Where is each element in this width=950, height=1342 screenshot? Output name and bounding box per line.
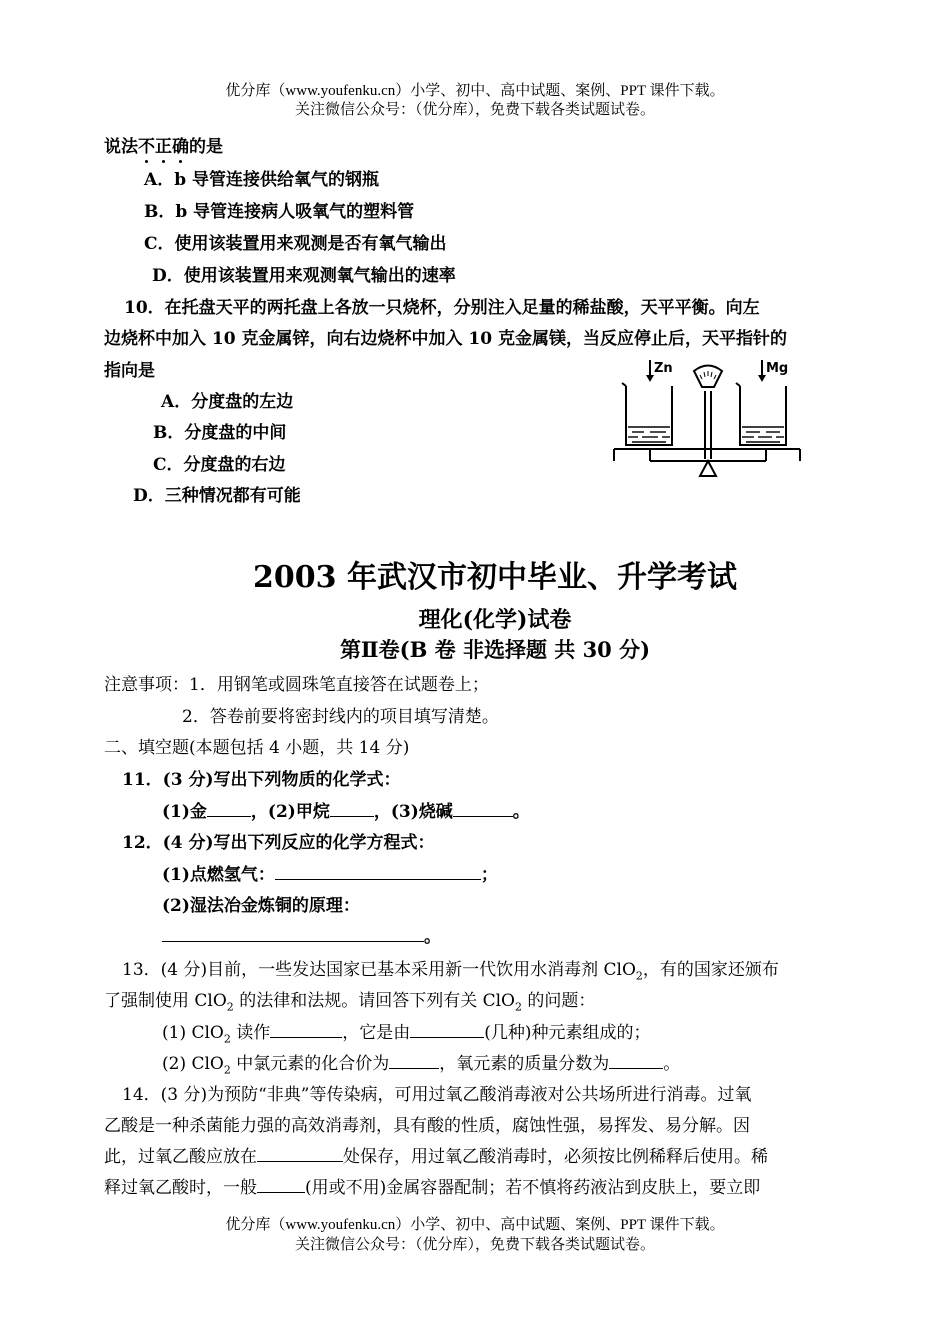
q12-part1-end: ； — [480, 865, 498, 885]
emphasis-dot — [162, 160, 165, 163]
q10-line-1: 10．在托盘天平的两托盘上各放一只烧杯，分别注入足量的稀盐酸，天平平衡。向左 — [124, 298, 760, 318]
q13-part2-start: (2) ClO — [162, 1054, 224, 1074]
q11-blank-3[interactable] — [453, 800, 513, 817]
notice-line-2: 2．答卷前要将密封线内的项目填写清楚。 — [182, 707, 499, 727]
q13-part-1 — [162, 1018, 651, 1045]
q12-blank-1[interactable] — [275, 863, 481, 880]
q9-option-a: A．b 导管连接供给氧气的钢瓶 — [144, 170, 379, 190]
q13-part1-end: (几种)种元素组成的； — [484, 1023, 651, 1043]
balance-figure — [610, 355, 805, 480]
footer-line-1: 优分库（www.youfenku.cn）小学、初中、高中试题、案例、PPT 课件下载。 — [225, 1217, 725, 1233]
q11-stem: 11．(3 分)写出下列物质的化学式： — [122, 770, 401, 790]
emphasis-char-text: 确 — [172, 137, 189, 157]
q13-line-2 — [104, 986, 595, 1013]
q12-stem: 12．(4 分)写出下列反应的化学方程式： — [122, 833, 435, 853]
q14-line-3 — [104, 1142, 768, 1167]
left-arrow-head — [646, 375, 654, 382]
q10-option-a: A．分度盘的左边 — [161, 392, 294, 412]
section-heading: 二、填空题(本题包括 4 小题，共 14 分) — [104, 738, 410, 758]
q10-option-b: B．分度盘的中间 — [153, 423, 287, 443]
q13-blank-2[interactable] — [410, 1021, 484, 1038]
q14-line4-end: (用或不用)金属容器配制；若不慎将药液沾到皮肤上，要立即 — [305, 1178, 761, 1198]
q13-line2-mid: 的法律和法规。请回答下列有关 ClO — [233, 991, 515, 1011]
q11-part1-label: (1)金 — [162, 802, 207, 822]
zn-label: Zn — [654, 361, 673, 376]
exam-title: 2003 年武汉市初中毕业、升学考试 — [253, 560, 737, 595]
left-beaker — [626, 386, 672, 445]
emphasis-char-text: 正 — [155, 137, 172, 157]
q14-line3-start: 此，过氧乙酸应放在 — [104, 1147, 257, 1167]
q11-part3-label: ，(3)烧碱 — [373, 802, 453, 822]
emphasis-dot — [179, 160, 182, 163]
mg-label: Mg — [766, 361, 789, 376]
q11-end: 。 — [512, 802, 530, 822]
q13-line2-end: 的问题： — [522, 991, 596, 1011]
right-arrow-head — [758, 375, 766, 382]
q13-part2-end: 。 — [663, 1054, 681, 1074]
q13-part2-label: 中氯元素的化合价为 — [230, 1054, 390, 1074]
notice-line-1: 注意事项：1．用钢笔或圆珠笔直接答在试题卷上； — [104, 675, 489, 695]
subscript: 2 — [635, 969, 643, 983]
left-beaker-lip — [622, 383, 626, 386]
q12-part-2: (2)湿法冶金炼铜的原理： — [162, 896, 360, 916]
q10-option-c: C．分度盘的右边 — [153, 455, 286, 475]
q13-blank-3[interactable] — [389, 1052, 439, 1069]
q9-stem-end: 的是 — [189, 137, 223, 157]
q14-line-4 — [104, 1173, 760, 1198]
q10-line-3: 指向是 — [104, 361, 155, 381]
q13-part1-mid: ，它是由 — [342, 1023, 411, 1043]
q11-parts — [162, 797, 530, 822]
footer-line-2: 关注微信公众号：（优分库），免费下载各类试题试卷。 — [294, 1237, 655, 1253]
q13-line1-text: 13．(4 分)目前，一些发达国家已基本采用新一代饮用水消毒剂 ClO — [122, 960, 636, 980]
emphasis-dot — [145, 160, 148, 163]
q11-blank-1[interactable] — [207, 800, 251, 817]
q11-part2-label: ，(2)甲烷 — [250, 802, 330, 822]
q12-part-2-answer — [162, 922, 441, 947]
emphasis-char — [172, 137, 189, 157]
header-line-1: 优分库（www.youfenku.cn）小学、初中、高中试题、案例、PPT 课件下载。 — [225, 83, 725, 99]
q9-option-c: C．使用该装置用来观测是否有氧气输出 — [144, 234, 447, 254]
q9-option-d: D．使用该装置用来观测氧气输出的速率 — [152, 266, 456, 286]
q10-option-d: D．三种情况都有可能 — [133, 486, 301, 506]
emphasis-char-text: 不 — [138, 137, 155, 157]
q13-line1-end: ，有的国家还颁布 — [642, 960, 779, 980]
header-line-2: 关注微信公众号：（优分库），免费下载各类试题试卷。 — [294, 102, 655, 118]
q11-blank-2[interactable] — [330, 800, 374, 817]
q10-line-2: 边烧杯中加入 10 克金属锌，向右边烧杯中加入 10 克金属镁，当反应停止后，天平指针的 — [104, 329, 787, 349]
q13-part-2 — [162, 1049, 680, 1076]
q12-part2-end: 。 — [424, 927, 441, 947]
q13-part2-mid: ，氧元素的质量分数为 — [439, 1054, 610, 1074]
q14-blank-1[interactable] — [257, 1145, 343, 1162]
emphasis-char — [155, 137, 172, 157]
q12-part-1 — [162, 860, 498, 885]
q14-line-2: 乙酸是一种杀菌能力强的高效消毒剂，具有酸的性质，腐蚀性强，易挥发、易分解。因 — [104, 1116, 750, 1136]
q13-blank-1[interactable] — [270, 1021, 342, 1038]
subscript: 2 — [515, 1000, 522, 1014]
q14-line4-start: 释过氧乙酸时，一般 — [104, 1178, 257, 1198]
exam-part-title: 第Ⅱ卷(B 卷 非选择题 共 30 分) — [339, 637, 651, 662]
q14-line3-end: 处保存，用过氧乙酸消毒时，必须按比例稀释后使用。稀 — [343, 1147, 768, 1167]
q13-line2-text: 了强制使用 ClO — [104, 991, 227, 1011]
q12-blank-2[interactable] — [162, 925, 424, 942]
q9-stem-start: 说法 — [104, 137, 138, 157]
q14-blank-2[interactable] — [257, 1176, 305, 1193]
subscript: 2 — [223, 1032, 231, 1046]
q13-part1-start: (1) ClO — [162, 1023, 224, 1043]
q9-option-b: B．b 导管连接病人吸氧气的塑料管 — [144, 202, 415, 222]
balance-scale-dial — [694, 366, 722, 388]
subscript: 2 — [223, 1063, 231, 1077]
q13-blank-4[interactable] — [609, 1052, 663, 1069]
q13-part1-label: 读作 — [230, 1023, 271, 1043]
balance-fulcrum — [700, 461, 716, 476]
exam-subtitle: 理化(化学)试卷 — [418, 607, 572, 633]
subscript: 2 — [226, 1000, 234, 1014]
right-beaker — [740, 386, 786, 445]
q12-part1-label: (1)点燃氢气： — [162, 865, 275, 885]
q14-line-1: 14．(3 分)为预防“非典”等传染病，可用过氧乙酸消毒液对公共场所进行消毒。过氧 — [122, 1085, 752, 1105]
q9-stem — [104, 132, 223, 157]
right-beaker-lip — [736, 383, 740, 386]
emphasis-char — [138, 137, 155, 157]
q13-line-1 — [122, 955, 779, 982]
